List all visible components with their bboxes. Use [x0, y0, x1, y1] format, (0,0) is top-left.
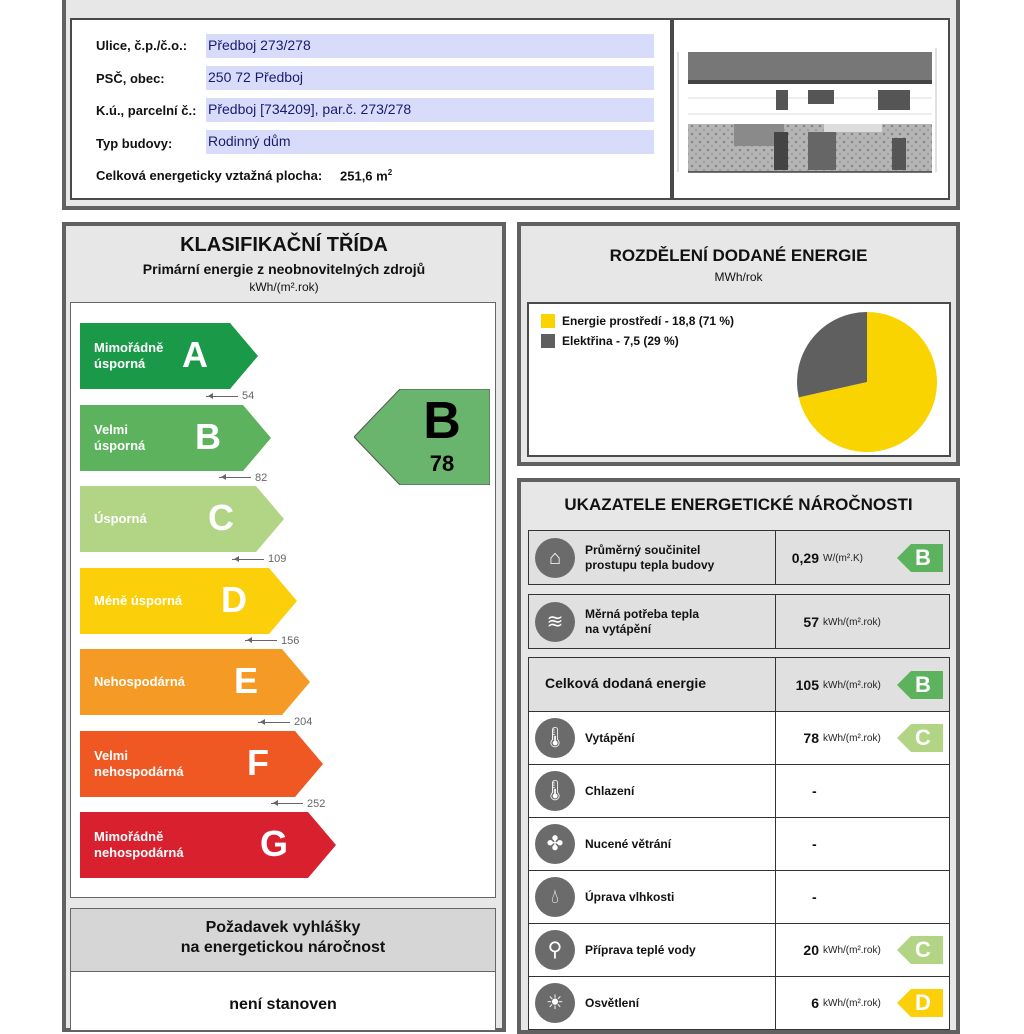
column-divider [775, 818, 776, 870]
class-badge: D [897, 989, 943, 1017]
humidity-icon: 💧︎ [535, 877, 575, 917]
indicator-name: Měrná potřeba tepla na vytápění [585, 606, 700, 636]
requirement-title-line2: na energetickou náročnost [180, 939, 386, 956]
class-limit [232, 553, 286, 565]
classification-title: KLASIFIKAČNÍ TŘÍDA [180, 234, 388, 256]
column-divider [775, 595, 776, 648]
class-badge: C [897, 724, 943, 752]
indicator-row [528, 870, 950, 924]
requirement-value-box [70, 971, 496, 1031]
indicator-unit: kWh/(m².rok) [823, 998, 881, 1009]
classification-unit: kWh/(m².rok) [249, 280, 319, 294]
legend-item [541, 332, 679, 350]
limit-value: 54 [242, 390, 255, 402]
indicator-row [528, 657, 950, 712]
class-name: Nehospodárná [94, 674, 186, 689]
limit-arrow-icon [245, 640, 277, 641]
cooling-thermometer-icon: 🌡︎ [535, 771, 575, 811]
building-drawing-box [672, 18, 950, 200]
requirement-title-line1: Požadavek vyhlášky [205, 919, 361, 936]
class-limit [245, 635, 299, 647]
indicator-row [528, 594, 950, 649]
indicator-row [528, 976, 950, 1030]
column-divider [775, 977, 776, 1029]
legend-label: Elektřina - 7,5 (29 %) [562, 333, 679, 348]
indicator-value: 57 [803, 613, 819, 630]
class-limit [258, 716, 312, 728]
limit-value: 252 [307, 797, 326, 810]
result-class-letter: B [423, 392, 461, 450]
distribution-chart-box [527, 302, 951, 457]
zip-label: PSČ, obec: [96, 71, 165, 86]
limit-value: 204 [294, 716, 313, 728]
column-divider [775, 765, 776, 817]
class-arrow-a [80, 323, 258, 389]
class-arrow-f [80, 731, 323, 797]
limit-value: 82 [255, 471, 268, 484]
indicator-name: Celková dodaná energie [545, 674, 707, 691]
class-limit [206, 390, 254, 402]
limit-arrow-icon [271, 803, 303, 804]
limit-value: 109 [268, 553, 287, 565]
indicator-row [528, 923, 950, 977]
indicator-value: - [812, 836, 817, 852]
faucet-icon: ⚲ [535, 930, 575, 970]
limit-value: 156 [281, 634, 300, 647]
class-arrow-g [80, 812, 336, 878]
class-name: Velmi nehospodárná [94, 747, 184, 779]
class-limit [219, 472, 267, 484]
limit-arrow-icon [219, 477, 251, 478]
legend-label: Energie prostředí - 18,8 (71 %) [562, 313, 735, 328]
building-type-label: Typ budovy: [96, 136, 173, 151]
indicator-name: Chlazení [585, 784, 635, 798]
lightbulb-icon: ☀ [535, 983, 575, 1023]
indicator-name: Příprava teplé vody [585, 943, 696, 957]
class-arrow-e [80, 649, 310, 715]
class-name: Úsporná [94, 511, 147, 526]
indicator-row [528, 530, 950, 585]
indicator-name: Nucené větrání [585, 837, 672, 851]
indicator-name: Úprava vlhkosti [585, 890, 675, 904]
indicator-name: Vytápění [585, 731, 635, 745]
indicator-value: 0,29 [791, 549, 819, 566]
indicator-row [528, 817, 950, 871]
classification-subtitle: Primární energie z neobnovitelných zdrojů [142, 261, 426, 277]
class-arrow-d [80, 568, 297, 634]
legend-swatch [541, 314, 555, 328]
distribution-title: ROZDĚLENÍ DODANÉ ENERGIE [609, 246, 868, 265]
legend-swatch [541, 334, 555, 348]
zip-value: 250 72 Předboj [206, 66, 654, 90]
fan-icon: ✤ [535, 824, 575, 864]
class-badge: B [897, 544, 943, 572]
class-letter: G [260, 823, 289, 864]
requirement-header [70, 908, 496, 972]
limit-arrow-icon [206, 396, 238, 397]
class-name: Mimořádně nehospodárná [94, 829, 184, 860]
class-letter: F [247, 741, 269, 783]
indicator-unit: kWh/(m².rok) [823, 733, 881, 744]
street-value: Předboj 273/278 [206, 34, 654, 58]
indicator-value: 20 [803, 942, 819, 958]
indicator-value: 6 [811, 995, 819, 1011]
indicator-unit: kWh/(m².rok) [823, 679, 881, 691]
indicator-row [528, 711, 950, 765]
class-letter: A [182, 334, 208, 375]
result-class-value: 78 [429, 451, 455, 476]
building-type-value: Rodinný dům [206, 130, 654, 154]
class-name: Velmi úsporná [94, 421, 146, 453]
house-icon: ⌂ [535, 538, 575, 578]
building-elevation-image [674, 20, 948, 198]
indicator-row [528, 764, 950, 818]
column-divider [775, 871, 776, 923]
indicator-value: 105 [795, 676, 819, 693]
indicator-unit: kWh/(m².rok) [823, 616, 881, 628]
limit-arrow-icon [232, 559, 264, 560]
cadastre-label: K.ú., parcelní č.: [96, 103, 197, 118]
class-letter: E [234, 660, 259, 701]
class-badge: C [897, 936, 943, 964]
class-letter: D [221, 578, 247, 620]
cadastre-value: Předboj [734209], par.č. 273/278 [206, 98, 654, 122]
class-badge: B [897, 671, 943, 699]
column-divider [775, 712, 776, 764]
class-arrow-b [80, 405, 271, 471]
indicator-value: 78 [803, 730, 819, 746]
class-letter: C [208, 497, 234, 538]
indicator-value: - [812, 783, 817, 799]
class-name: Méně úsporná [94, 592, 183, 608]
requirement-value: není stanoven [229, 996, 337, 1013]
column-divider [775, 531, 776, 584]
class-name: Mimořádně úsporná [94, 340, 164, 371]
distribution-unit: MWh/rok [714, 270, 763, 284]
address-box [70, 18, 672, 200]
street-label: Ulice, č.p./č.o.: [96, 38, 188, 53]
class-letter: B [195, 415, 221, 457]
column-divider [775, 658, 776, 711]
pie-chart [787, 304, 947, 454]
class-arrow-c [80, 486, 284, 552]
area-label: Celková energeticky vztažná plocha: [96, 168, 323, 183]
heat-demand-icon: ≋ [535, 602, 575, 642]
indicator-unit: W/(m².K) [823, 552, 863, 564]
indicator-unit: kWh/(m².rok) [823, 945, 881, 956]
result-class-arrow [354, 389, 490, 485]
limit-arrow-icon [258, 722, 290, 723]
indicator-value: - [812, 889, 817, 905]
area-value: 251,6 $m^2$ [340, 168, 393, 184]
indicators-title: UKAZATELE ENERGETICKÉ NÁROČNOSTI [564, 495, 913, 514]
class-limit [271, 798, 325, 810]
column-divider [775, 924, 776, 976]
indicator-name: Průměrný součinitel prostupu tepla budovy [585, 542, 715, 572]
legend-item [541, 312, 734, 330]
heating-thermometer-icon: 🌡︎ [535, 718, 575, 758]
indicator-name: Osvětlení [585, 996, 640, 1010]
